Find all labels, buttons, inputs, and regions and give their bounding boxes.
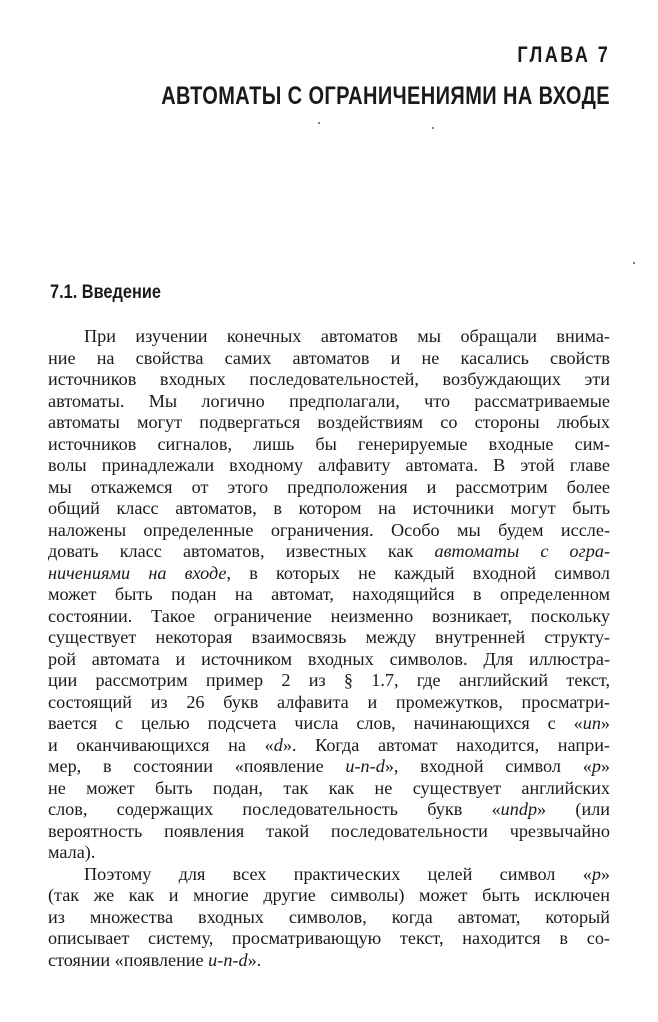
text-line bbox=[48, 864, 610, 886]
text-run: » bbox=[600, 863, 610, 884]
italic-symbol: ип bbox=[582, 713, 601, 733]
text-run: » (или bbox=[537, 799, 610, 819]
text-run: стоянии «появление bbox=[48, 949, 209, 970]
text-run: , в которых не каждый входной символ bbox=[226, 562, 610, 583]
text-line: ции рассмотрим пример 2 из § 1.7, где английский текст, bbox=[48, 670, 610, 690]
text-run: » bbox=[600, 756, 610, 776]
text-run: » bbox=[600, 713, 610, 733]
text-line: При изучении конечных автоматов мы обращали внима- bbox=[84, 326, 610, 346]
text-line: (так же как и многие другие символы) может быть исключен bbox=[48, 885, 610, 905]
chapter-label: ГЛАВА 7 bbox=[517, 42, 610, 67]
text-line: не может быть подан, так как не существует английских bbox=[48, 777, 610, 798]
text-line: общий класс автоматов, в котором на источники могут быть bbox=[48, 498, 610, 518]
text-line: мы откажемся от этого предположения и рассмотрим более bbox=[48, 476, 610, 497]
chapter-title: АВТОМАТЫ С ОГРАНИЧЕНИЯМИ НА ВХОДЕ bbox=[161, 82, 610, 110]
text-line: рой автомата и источником входных символов. Для иллюстра- bbox=[48, 648, 610, 669]
text-line: ние на свойства самих автоматов и не касались свойств bbox=[48, 347, 610, 368]
print-speck bbox=[432, 127, 434, 129]
text-line bbox=[48, 541, 610, 563]
text-run: вается с целью подсчета числа слов, начинающихся с « bbox=[48, 713, 583, 733]
italic-term: автоматы с огра- bbox=[434, 541, 610, 561]
italic-symbol: u-n-d bbox=[208, 949, 248, 970]
text-line: существует некоторая взаимосвязь между внутренней структу- bbox=[48, 627, 610, 647]
text-line bbox=[48, 735, 610, 757]
text-run: слов, содержащих последовательность букв « bbox=[48, 799, 501, 819]
text-line bbox=[48, 756, 610, 778]
text-line bbox=[48, 950, 610, 972]
text-line: источников входных последовательностей, возбуждающих эти bbox=[48, 369, 610, 389]
section-title: 7.1. Введение bbox=[50, 282, 161, 303]
text-line: источников сигналов, лишь бы генерируемые входные сим- bbox=[48, 433, 610, 454]
text-line: вероятность появления такой последовательности чрезвычайно bbox=[48, 820, 610, 841]
text-run: Поэтому для всех практических целей символ « bbox=[84, 863, 592, 884]
text-run: ». Когда автомат находится, напри- bbox=[282, 734, 610, 755]
text-line bbox=[48, 563, 610, 585]
text-line: автоматы могут подвергаться воздействиям со стороны любых bbox=[48, 412, 610, 432]
italic-term: ничениями на входе bbox=[48, 562, 227, 583]
text-run: довать класс автоматов, известных как bbox=[48, 541, 435, 561]
print-speck bbox=[318, 122, 320, 124]
text-line: мала). bbox=[48, 842, 96, 862]
text-line: состоянии. Такое ограничение неизменно возникает, поскольку bbox=[48, 605, 610, 626]
text-line: автоматы. Мы логично предполагали, что рассматриваемые bbox=[48, 390, 610, 411]
text-run: мер, в состоянии «появление bbox=[48, 756, 346, 776]
italic-symbol: undp bbox=[500, 799, 538, 819]
italic-symbol: p bbox=[591, 756, 601, 776]
text-line bbox=[48, 713, 610, 735]
text-run: и оканчивающихся на « bbox=[48, 734, 274, 755]
body-text bbox=[48, 326, 610, 971]
text-line: может быть подан на автомат, находящийся в определенном bbox=[48, 584, 610, 604]
text-line bbox=[48, 799, 610, 821]
text-line: описывает систему, просматривающую текст, находится в со- bbox=[48, 928, 610, 948]
italic-symbol: d bbox=[273, 734, 283, 755]
text-line: волы принадлежали входному алфавиту автомата. В этой главе bbox=[48, 455, 610, 475]
print-speck bbox=[633, 262, 635, 264]
text-line: состоящий из 26 букв алфавита и промежутков, просматри- bbox=[48, 691, 610, 712]
text-line: из множества входных символов, когда автомат, который bbox=[48, 906, 610, 927]
italic-symbol: u-n-d bbox=[345, 756, 385, 776]
text-run: », входной символ « bbox=[384, 756, 592, 776]
text-line: наложены определенные ограничения. Особо мы будем иссле- bbox=[48, 519, 610, 540]
text-run: ». bbox=[247, 949, 262, 970]
italic-symbol: p bbox=[591, 863, 601, 884]
